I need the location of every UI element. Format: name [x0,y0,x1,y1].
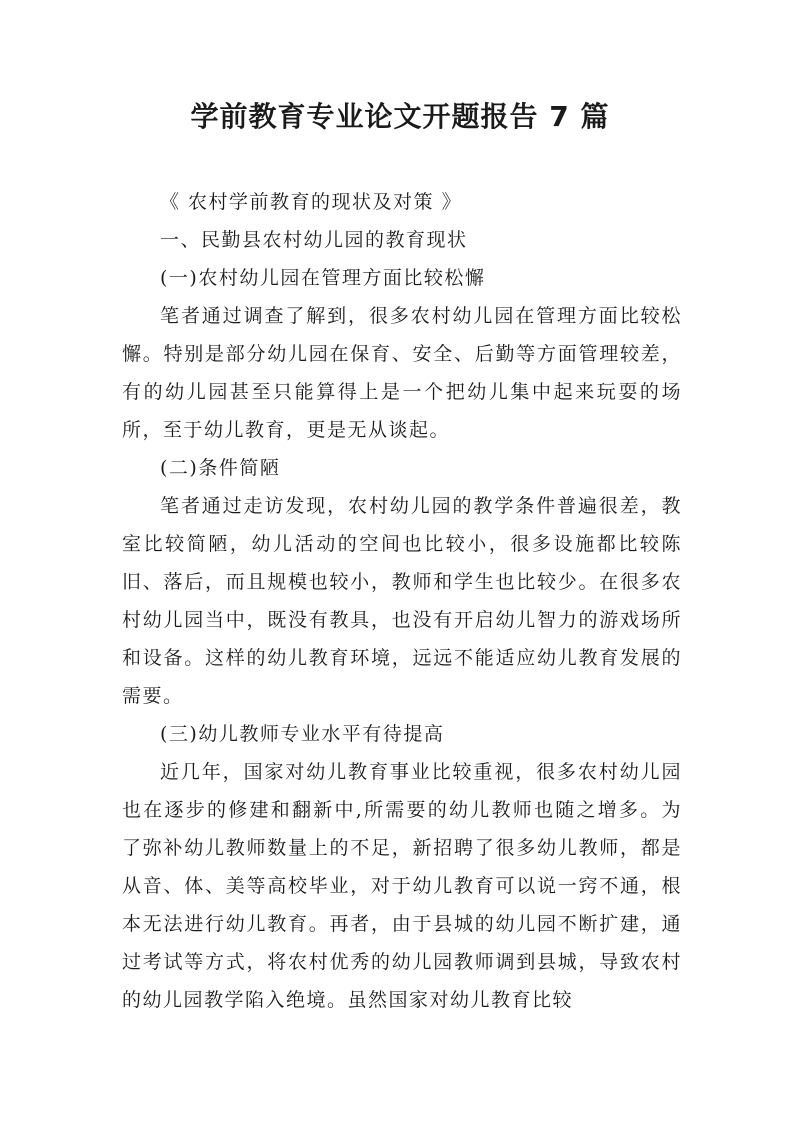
subsection-heading: (三)幼儿教师专业水平有待提高 [160,723,445,745]
subsection-heading: (一)农村幼儿园在管理方面比较松懈 [160,267,486,289]
subsection-heading: (二)条件简陋 [160,457,281,479]
body-paragraph: 笔者通过走访发现，农村幼儿园的教学条件普遍很差，教室比较简陋，幼儿活动的空间也比较小，很多设施都比较陈旧、落后，而且规模也较小，教师和学生也比较少。在很多农村幼儿园当中，既没有教具，也没有开启幼儿智力的游戏场所和设备。这样的幼儿教育环境，远远不能适应幼儿教育发展的需要。 [122,495,682,707]
section-heading: 一、民勤县农村幼儿园的教育现状 [160,229,468,251]
document-body [122,183,682,1019]
article-title: 《 农村学前教育的现状及对策 》 [160,191,463,213]
body-paragraph: 近几年，国家对幼儿教育事业比较重视，很多农村幼儿园也在逐步的修建和翻新中,所需要的幼儿教师也随之增多。为了弥补幼儿教师数量上的不足，新招聘了很多幼儿教师，都是从音、体、美等高校毕业，对于幼儿教育可以说一窍不通，根本无法进行幼儿教育。再者，由于县城的幼儿园不断扩建，通过考试等方式，将农村优秀的幼儿园教师调到县城，导致农村的幼儿园教学陷入绝境。虽然国家对幼儿教育比较 [122,761,682,1011]
body-paragraph: 笔者通过调查了解到，很多农村幼儿园在管理方面比较松懈。特别是部分幼儿园在保育、安全、后勤等方面管理较差，有的幼儿园甚至只能算得上是一个把幼儿集中起来玩耍的场所，至于幼儿教育，更是无从谈起。 [122,305,682,441]
document-title: 学前教育专业论文开题报告 7 篇 [190,100,610,133]
